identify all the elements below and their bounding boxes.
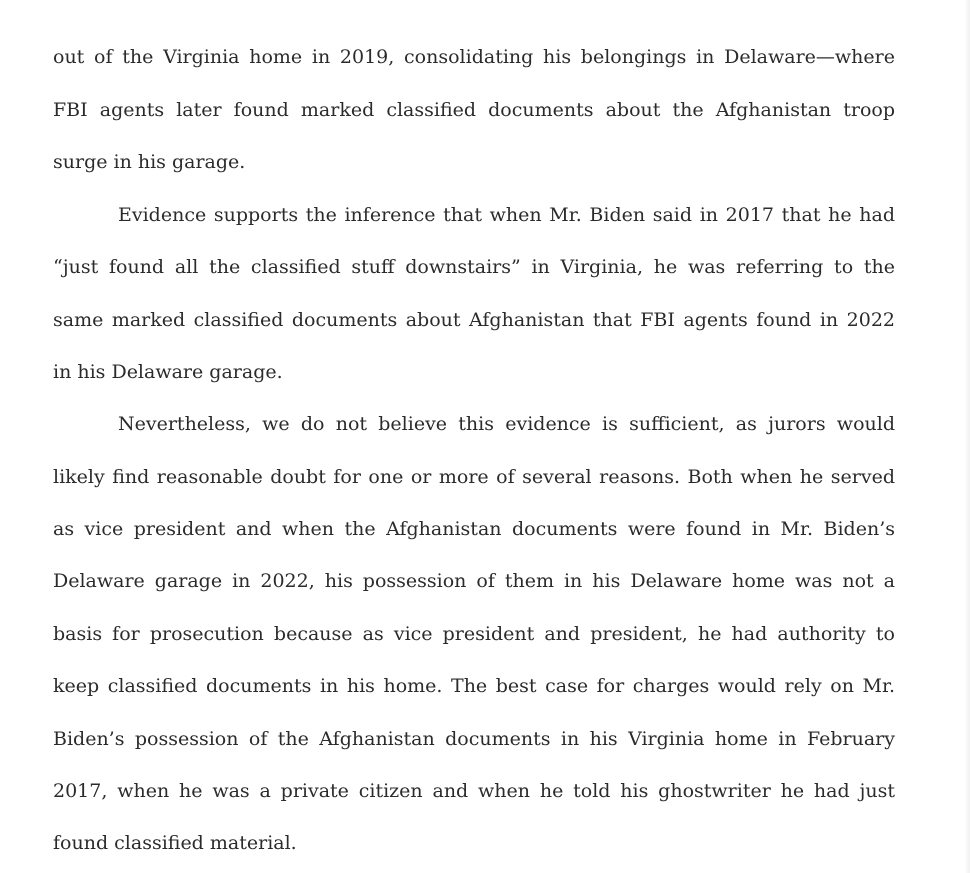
text-line: out of the Virginia home in 2019, consolidating his belongings in Delaware—where — [53, 46, 895, 68]
text-line: FBI agents later found marked classified documents about the Afghanistan troop — [53, 99, 895, 121]
text-line: keep classified documents in his home. The best case for charges would rely on Mr. — [53, 675, 895, 697]
text-line: as vice president and when the Afghanistan documents were found in Mr. Biden’s — [53, 518, 895, 540]
paragraph-first-line: Nevertheless, we do not believe this evidence is sufficient, as jurors would — [118, 413, 895, 435]
text-line: “just found all the classified stuff downstairs” in Virginia, he was referring to the — [53, 256, 895, 278]
text-line: likely find reasonable doubt for one or more of several reasons. Both when he served — [53, 466, 895, 488]
text-line: 2017, when he was a private citizen and when he told his ghostwriter he had just — [53, 780, 895, 802]
text-line: surge in his garage. — [53, 151, 246, 173]
page-edge-shadow — [964, 0, 970, 873]
paragraph-first-line: Evidence supports the inference that when Mr. Biden said in 2017 that he had — [118, 204, 895, 226]
text-line: in his Delaware garage. — [53, 361, 283, 383]
text-line: Biden’s possession of the Afghanistan documents in his Virginia home in February — [53, 728, 895, 750]
text-line: found classified material. — [53, 832, 297, 854]
text-line: Delaware garage in 2022, his possession of them in his Delaware home was not a — [53, 570, 895, 592]
text-line: same marked classified documents about Afghanistan that FBI agents found in 2022 — [53, 309, 895, 331]
text-line: basis for prosecution because as vice president and president, he had authority to — [53, 623, 895, 645]
